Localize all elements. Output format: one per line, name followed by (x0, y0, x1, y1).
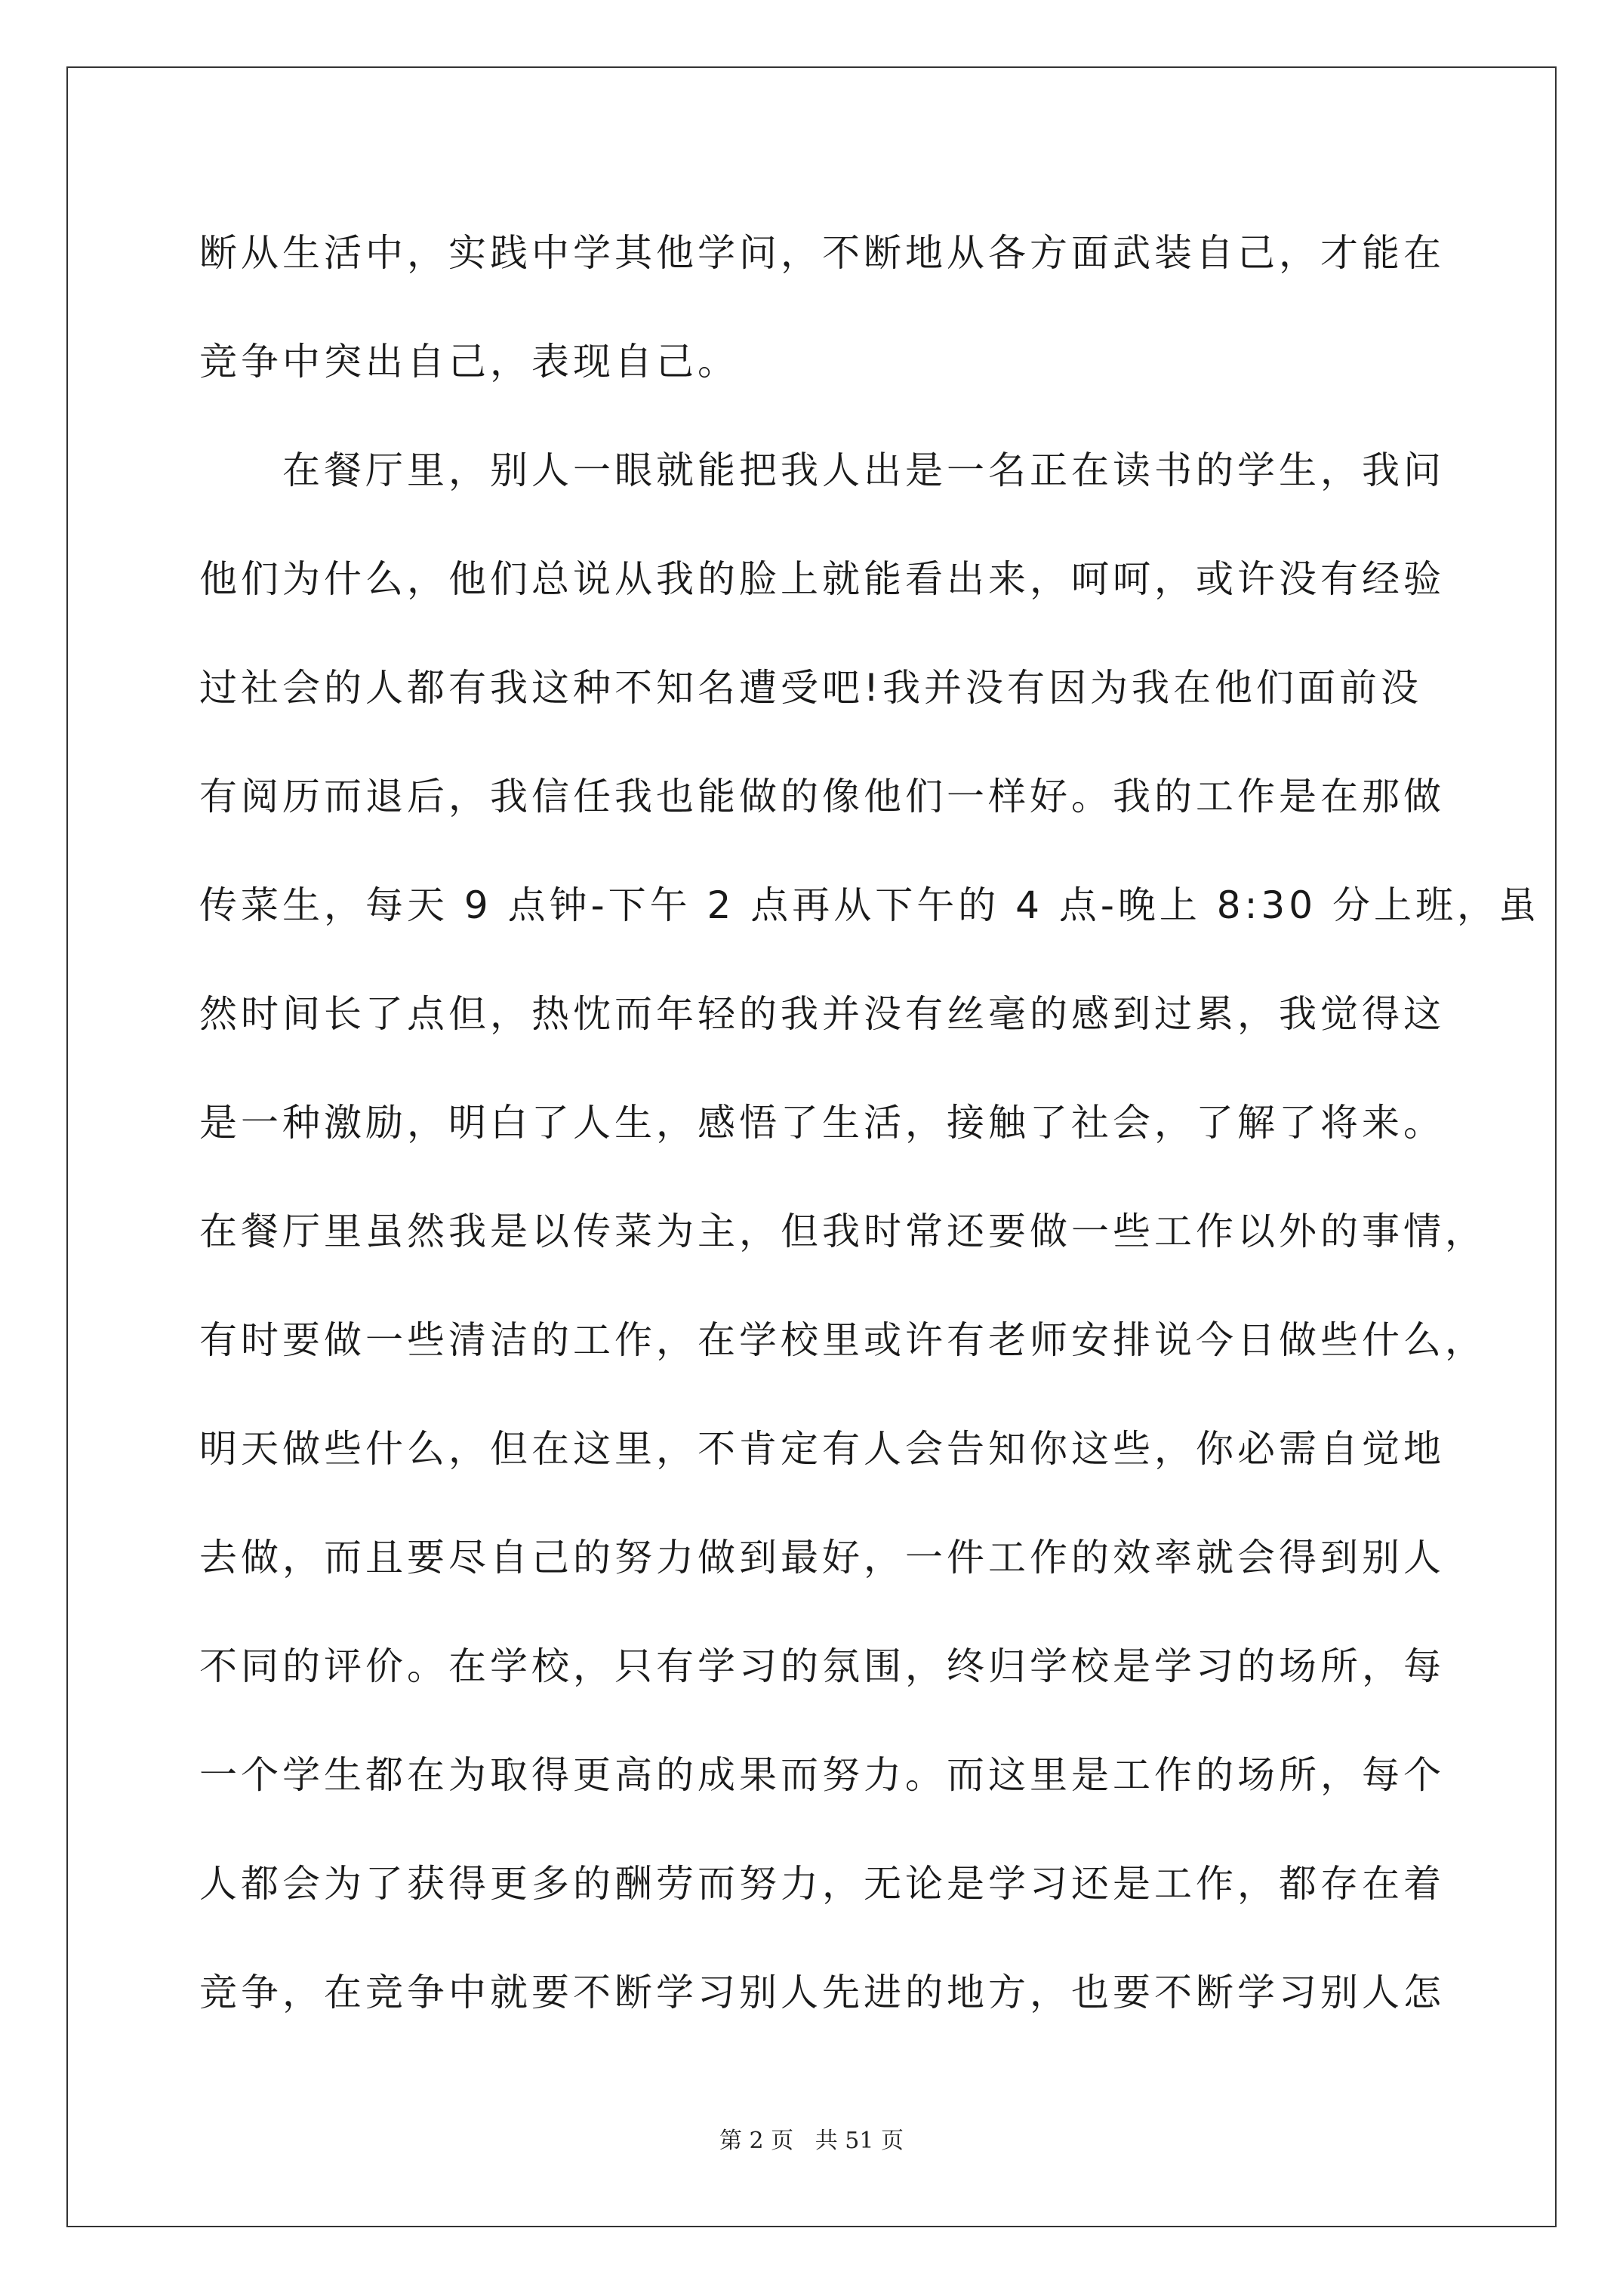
text-line-9: 是一种激励，明白了人生，感悟了生活，接触了社会，了解了将来。 (199, 1101, 1445, 1145)
text-line-17: 竞争，在竞争中就要不断学习别人先进的地方，也要不断学习别人怎 (199, 1971, 1445, 2014)
text-line-3: 在餐厅里，别人一眼就能把我人出是一名正在读书的学生，我问 (199, 448, 1445, 492)
text-line-7: 传菜生，每天 9 点钟-下午 2 点再从下午的 4 点-晚上 8:30 分上班，虽 (199, 883, 1540, 927)
text-line-6: 有阅历而退后，我信任我也能做的像他们一样好。我的工作是在那做 (199, 775, 1445, 818)
text-line-2: 竞争中突出自己，表现自己。 (199, 340, 739, 384)
text-line-14: 不同的评价。在学校，只有学习的氛围，终归学校是学习的场所，每 (199, 1644, 1445, 1688)
text-line-5: 过社会的人都有我这种不知名遭受吧!我并没有因为我在他们面前没 (199, 666, 1423, 710)
text-line-15: 一个学生都在为取得更高的成果而努力。而这里是工作的场所，每个 (199, 1753, 1445, 1797)
document-body (199, 216, 1540, 2064)
text-line-8: 然时间长了点但，热忱而年轻的我并没有丝毫的感到过累，我觉得这 (199, 992, 1445, 1036)
text-line-10: 在餐厅里虽然我是以传菜为主，但我时常还要做一些工作以外的事情， (199, 1210, 1486, 1253)
text-line-4: 他们为什么，他们总说从我的脸上就能看出来，呵呵，或许没有经验 (199, 557, 1445, 601)
text-line-1: 断从生活中，实践中学其他学问，不断地从各方面武装自己，才能在 (199, 231, 1445, 275)
text-line-11: 有时要做一些清洁的工作，在学校里或许有老师安排说今日做些什么， (199, 1318, 1486, 1362)
text-line-16: 人都会为了获得更多的酬劳而努力，无论是学习还是工作，都存在着 (199, 1862, 1445, 1906)
page-number-footer: 第 2 页 共 51 页 (719, 2128, 904, 2154)
text-line-12: 明天做些什么，但在这里，不肯定有人会告知你这些，你必需自觉地 (199, 1427, 1445, 1471)
text-line-13: 去做，而且要尽自己的努力做到最好，一件工作的效率就会得到别人 (199, 1536, 1445, 1579)
